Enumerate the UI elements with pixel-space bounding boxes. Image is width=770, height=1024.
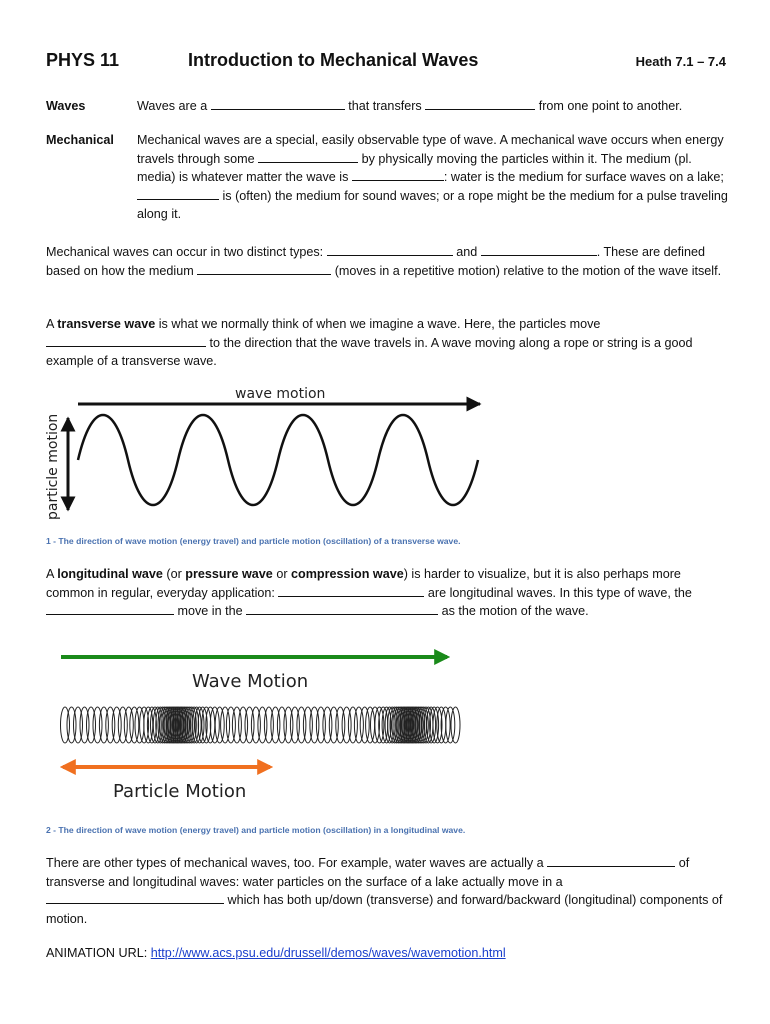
term-pressure-wave: pressure wave (185, 567, 273, 581)
term-transverse-wave: transverse wave (57, 317, 156, 331)
fill-blank[interactable] (246, 602, 438, 615)
definition-waves (46, 97, 730, 117)
spring-coil (360, 707, 369, 743)
particle-motion-label: particle motion (45, 413, 61, 520)
definition-waves-text: Waves are a that transfers from one point to another. (137, 99, 683, 113)
particle-motion-label: Particle Motion (113, 781, 247, 802)
longitudinal-paragraph: A longitudinal wave (or pressure wave or compression wave) is harder to visualize, but it is also perhaps more common in regular, everyday application: are longitudinal waves. In this type of wave, the move in the as the motion of the wave. (46, 567, 692, 618)
types-paragraph: Mechanical waves can occur in two distinct types: and . These are defined based on how the medium (moves in a repetitive motion) relative to the motion of the wave itself. (46, 245, 722, 278)
fill-blank[interactable] (258, 150, 358, 163)
fill-blank[interactable] (547, 854, 675, 867)
transverse-wave-curve (78, 415, 478, 505)
transverse-paragraph: A transverse wave is what we normally think of when we imagine a wave. Here, the particles move to the direction that the wave travels in. A wave moving along a rope or string is a good example of a transverse wave. (46, 317, 693, 368)
fill-blank[interactable] (211, 97, 345, 110)
definition-mechanical (46, 131, 730, 226)
spring-coil (221, 707, 230, 743)
fill-blank[interactable] (46, 602, 174, 615)
term-compression-wave: compression wave (291, 567, 404, 581)
term-mechanical: Mechanical (46, 133, 114, 147)
wave-motion-label: wave motion (235, 386, 326, 402)
spring-coil (124, 707, 133, 743)
term-waves: Waves (46, 99, 86, 113)
fill-blank[interactable] (327, 243, 453, 256)
figure2-caption: 2 - The direction of wave motion (energy travel) and particle motion (oscillation) in a longitudinal wave. (46, 825, 466, 835)
longitudinal-wave-figure (55, 645, 475, 805)
fill-blank[interactable] (137, 187, 219, 200)
animation-url-link[interactable]: http://www.acs.psu.edu/drussell/demos/waves/wavemotion.html (150, 946, 506, 960)
transverse-wave-diagram (40, 380, 500, 530)
animation-label: ANIMATION URL: (46, 946, 148, 960)
fill-blank[interactable] (197, 262, 331, 275)
fill-blank[interactable] (46, 891, 224, 904)
page-title: Introduction to Mechanical Waves (188, 50, 479, 70)
textbook-reference: Heath 7.1 – 7.4 (635, 54, 726, 69)
fill-blank[interactable] (352, 168, 444, 181)
definition-mechanical-text: Mechanical waves are a special, easily observable type of wave. A mechanical wave occurs when energy travels through some by physically moving the particles within it. The medium (pl. media) is whatever matter the wave is : water is the medium for surface waves on a lake; is (often) the medium for sound waves; or a rope might be the medium for a pulse traveling along it. (137, 133, 728, 221)
fill-blank[interactable] (46, 334, 206, 347)
figure1-caption: 1 - The direction of wave motion (energy travel) and particle motion (oscillation) of a transverse wave. (46, 536, 461, 546)
page-header (46, 50, 730, 78)
fill-blank[interactable] (278, 584, 424, 597)
longitudinal-wave-diagram (55, 645, 475, 805)
fill-blank[interactable] (425, 97, 535, 110)
spring-coil (354, 707, 363, 743)
animation-line (46, 946, 506, 960)
spring-coil (130, 707, 139, 743)
transverse-wave-figure (40, 380, 500, 530)
course-code: PHYS 11 (46, 50, 120, 70)
spring-coil (451, 707, 460, 743)
other-waves-paragraph: There are other types of mechanical waves, too. For example, water waves are actually a of transverse and longitudinal waves: water particles on the surface of a lake actually move in a which has both up/down (transverse) and forward/backward (longitudinal) components of motion. (46, 856, 723, 926)
wave-motion-label: Wave Motion (192, 671, 309, 692)
fill-blank[interactable] (481, 243, 597, 256)
term-longitudinal-wave: longitudinal wave (57, 567, 163, 581)
spring-coils (61, 707, 461, 743)
